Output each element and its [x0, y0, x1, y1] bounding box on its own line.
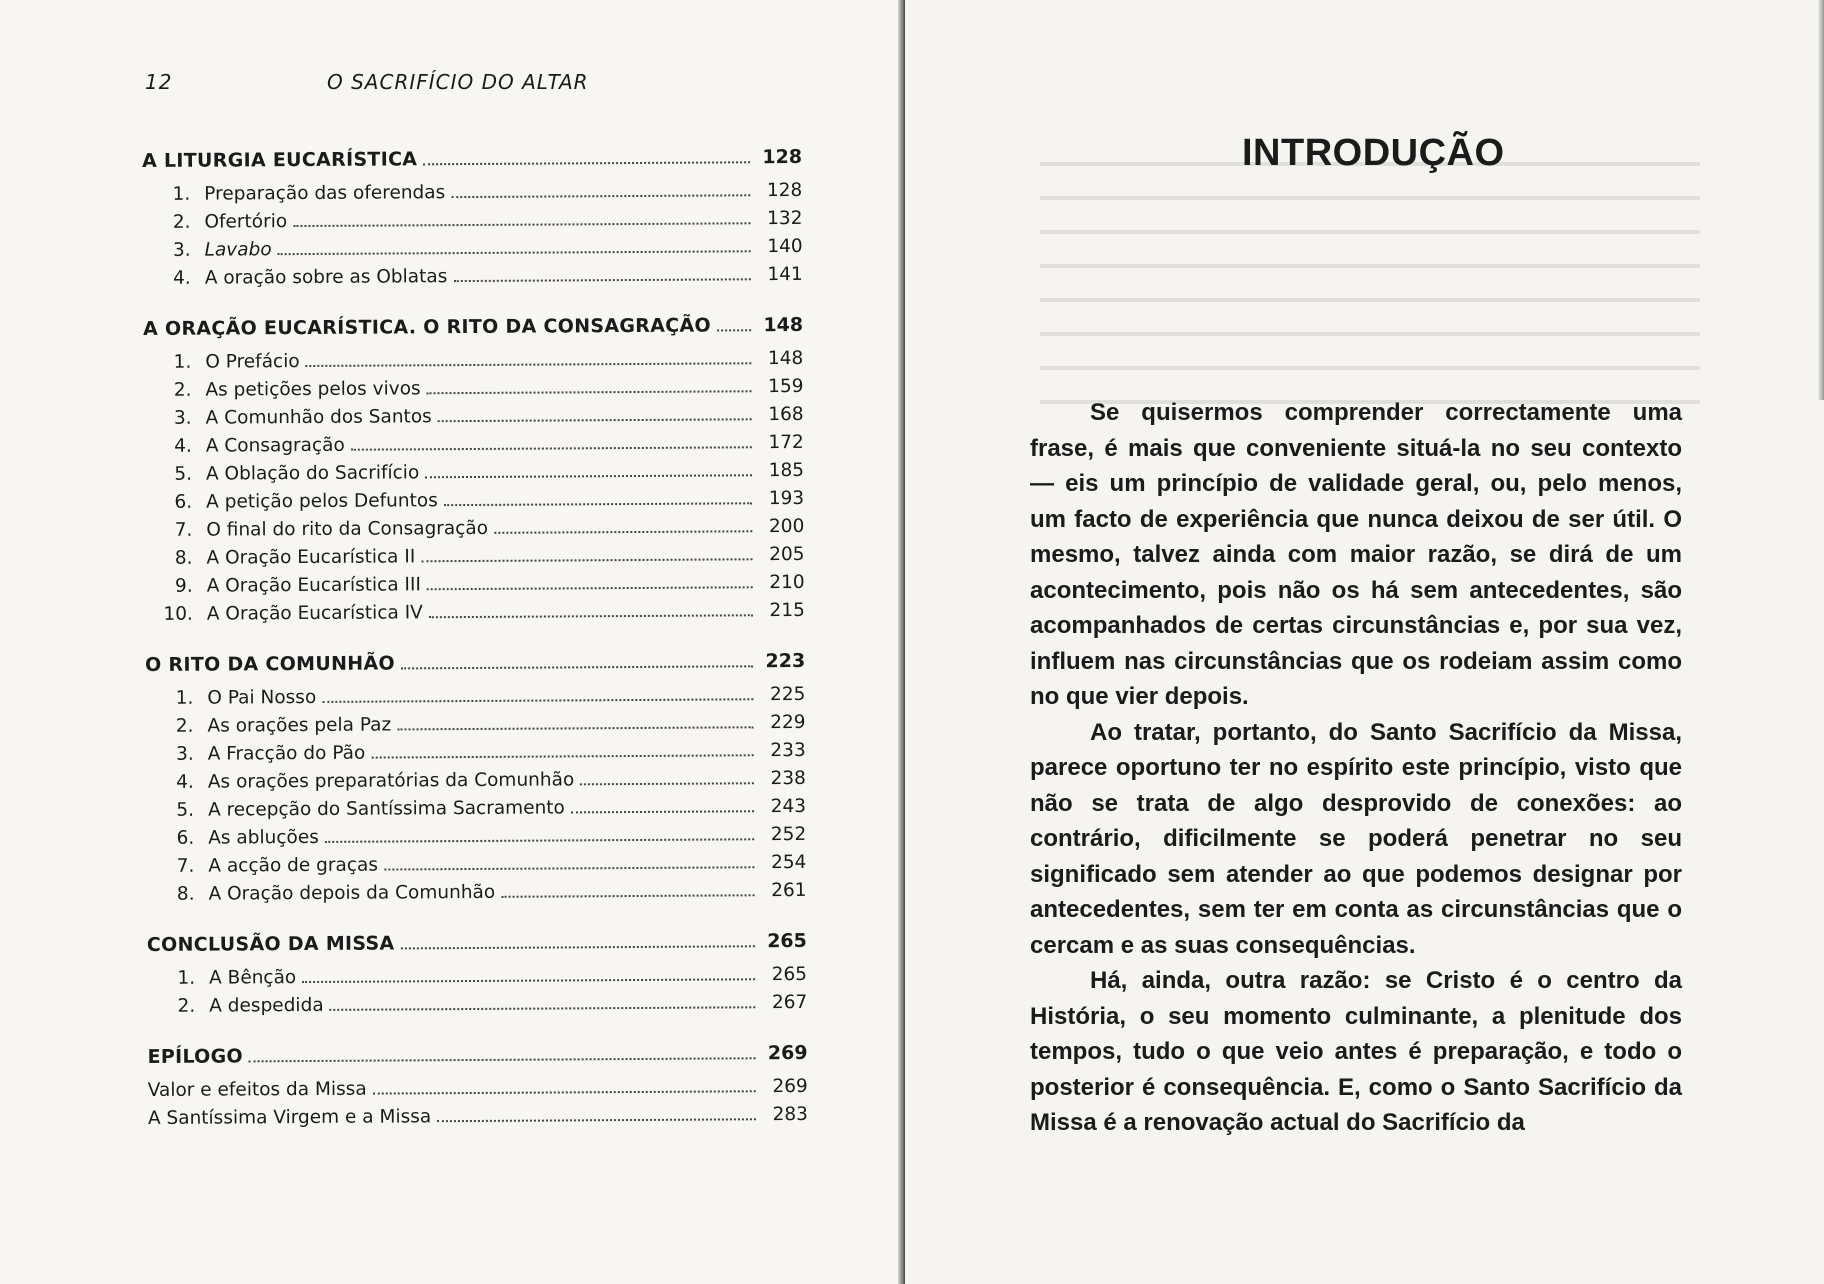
toc-heading-title: A LITURGIA EUCARÍSTICA	[142, 148, 418, 172]
toc-heading-title: EPÍLOGO	[147, 1045, 244, 1068]
toc-entry	[146, 824, 806, 856]
toc-entry	[148, 1076, 808, 1108]
toc-entry	[144, 460, 804, 492]
toc-leader-dots	[423, 161, 750, 165]
toc-entry	[146, 852, 806, 884]
toc-entry-number: 2.	[177, 995, 196, 1017]
toc-entry-page: 267	[771, 991, 808, 1014]
toc-entry-title: Ofertório	[204, 211, 288, 233]
toc-entry-title: Valor e efeitos da Missa	[147, 1078, 367, 1101]
toc-entry-page: 252	[770, 823, 807, 846]
toc-entry-page: 168	[768, 403, 804, 426]
toc-entry	[144, 544, 804, 576]
toc-leader-dots	[397, 726, 753, 730]
toc-leader-dots	[401, 945, 755, 949]
toc-leader-dots	[427, 390, 752, 394]
toc-leader-dots	[437, 1118, 756, 1122]
toc-entry-page: 269	[772, 1075, 808, 1098]
toc-entry-page: 238	[770, 767, 806, 790]
toc-heading-page: 223	[765, 649, 806, 673]
toc-entry-number: 3.	[175, 743, 194, 765]
toc-entry-number: 2.	[172, 211, 191, 233]
page-edge-shadow	[1818, 0, 1824, 400]
toc-entry-number: 7.	[176, 855, 195, 877]
toc-entry-title: A Fracção do Pão	[207, 742, 366, 765]
toc-entry-page: 141	[767, 263, 803, 286]
toc-leader-dots	[306, 362, 752, 367]
toc-entry-title: O Pai Nosso	[207, 686, 317, 709]
toc-heading-page: 269	[767, 1041, 808, 1065]
body-paragraph: Se quisermos comprender correctamente uma frase, é mais que conveniente situá-la no seu contexto — eis um princípio de validade geral, ou, pelo menos, um facto de experiência que nunca deixou de ser útil. O mesmo, talvez ainda com maior razão, se dirá de um acontecimento, pois não os há sem antecedentes, são acompanhados de certas circunstâncias e, por sua vez, influem nas circunstâncias que os rodeiam assim como no que vier depois.	[1030, 399, 1682, 710]
toc-entry-page: 215	[769, 599, 805, 622]
toc-leader-dots	[371, 754, 753, 758]
show-through-text	[1040, 140, 1700, 420]
toc-entry-title: A petição pelos Defuntos	[206, 490, 438, 513]
toc-leader-dots	[444, 502, 752, 506]
toc-leader-dots	[249, 1057, 756, 1062]
table-of-contents	[142, 146, 808, 1158]
toc-leader-dots	[330, 1006, 756, 1011]
toc-entry-title: A Comunhão dos Santos	[205, 406, 432, 429]
toc-entry-page: 265	[771, 963, 808, 986]
body-text	[1030, 395, 1682, 1141]
toc-entry-title: A Oração Eucarística IV	[206, 602, 423, 625]
toc-entry-title: A Oração Eucarística III	[206, 574, 421, 597]
toc-entry	[142, 208, 802, 240]
toc-entry-title: As orações preparatórias da Comunhão	[207, 769, 575, 793]
toc-entry-title: A acção de graças	[208, 854, 379, 877]
toc-entry-page: 132	[767, 207, 803, 230]
running-title: O SACRIFÍCIO DO ALTAR	[327, 70, 589, 94]
toc-leader-dots	[427, 586, 753, 590]
toc-entry	[144, 432, 804, 464]
toc-entry-number: 4.	[173, 267, 191, 289]
toc-entry-page: 233	[770, 739, 806, 762]
toc-section	[147, 930, 808, 1024]
toc-entry-number: 4.	[176, 771, 194, 793]
toc-leader-dots	[717, 329, 751, 331]
toc-leader-dots	[425, 474, 752, 478]
toc-leader-dots	[451, 194, 750, 198]
toc-leader-dots	[373, 1090, 756, 1094]
toc-entry-title: A Oração depois da Comunhão	[208, 881, 496, 905]
toc-entry	[143, 264, 803, 296]
toc-entry-page: 159	[768, 375, 804, 398]
toc-entry-number: 8.	[176, 883, 195, 905]
toc-entry-title: As orações pela Paz	[207, 714, 392, 737]
toc-entry-title: A oração sobre as Oblatas	[204, 266, 448, 289]
toc-section	[142, 146, 803, 296]
toc-leader-dots	[293, 222, 750, 227]
toc-entry-number: 1.	[177, 967, 196, 989]
toc-entry-number: 2.	[175, 715, 194, 737]
toc-entry	[145, 572, 805, 604]
toc-heading-title: O RITO DA COMUNHÃO	[145, 652, 395, 676]
toc-entry-title: Preparação das oferendas	[204, 182, 446, 205]
toc-heading-title: CONCLUSÃO DA MISSA	[146, 932, 395, 956]
toc-leader-dots	[580, 782, 754, 785]
toc-entry-number: 6.	[176, 827, 195, 849]
toc-entry	[147, 964, 807, 996]
toc-entry-page: 148	[767, 347, 804, 370]
toc-leader-dots	[384, 866, 754, 870]
toc-entry-page: 254	[770, 851, 807, 874]
toc-entry-number: 6.	[174, 491, 193, 513]
toc-entry	[144, 404, 804, 436]
toc-entry-number: 1.	[172, 183, 191, 205]
toc-leader-dots	[501, 894, 754, 898]
toc-entry-page: 243	[770, 795, 807, 818]
toc-leader-dots	[322, 698, 753, 703]
toc-entry-number: 5.	[174, 463, 193, 485]
toc-leader-dots	[571, 810, 754, 813]
body-paragraph: Há, ainda, outra razão: se Cristo é o centro da História, o seu momento culminante, a plenitude dos tempos, tudo o que veio antes é preparação, e todo o posterior é consequência. E, como o Santo Sacrifício da Missa é a renovação actual do Sacrifício da	[1030, 967, 1682, 1136]
toc-entry-number: 1.	[173, 351, 192, 373]
toc-entry-title: A Oblação do Sacrifício	[205, 462, 420, 485]
toc-entry-title: A Consagração	[205, 434, 345, 457]
toc-entry-title: As abluções	[208, 826, 319, 849]
toc-entry-page: 200	[768, 515, 805, 538]
toc-entry	[146, 768, 806, 800]
toc-entry-page: 229	[770, 711, 806, 734]
toc-entry-title: Lavabo	[204, 239, 272, 261]
toc-entry	[144, 488, 804, 520]
toc-entry-page: 210	[769, 571, 805, 594]
toc-heading-title: A ORAÇÃO EUCARÍSTICA. O RITO DA CONSAGRAÇÃO	[143, 314, 711, 340]
toc-section	[145, 650, 807, 912]
toc-entry	[143, 376, 803, 408]
toc-section-heading	[143, 314, 803, 352]
toc-entry-title: O Prefácio	[205, 351, 300, 373]
toc-section	[143, 314, 805, 632]
toc-entry	[145, 684, 805, 716]
toc-entry	[143, 236, 803, 268]
toc-leader-dots	[278, 250, 751, 255]
toc-entry-number: 9.	[174, 575, 193, 597]
chapter-title: INTRODUÇÃO	[1242, 132, 1505, 174]
toc-entry	[145, 600, 805, 632]
toc-entry-page: 225	[769, 683, 806, 706]
toc-entry-page: 261	[771, 879, 807, 902]
toc-entry-number: 4.	[174, 435, 192, 457]
toc-entry-page: 172	[768, 431, 804, 454]
toc-entry-number: 1.	[175, 687, 194, 709]
toc-entry-number: 8.	[174, 547, 193, 569]
toc-entry-title: A despedida	[209, 994, 324, 1017]
toc-entry-number: 10.	[163, 603, 193, 625]
toc-entry	[146, 796, 806, 828]
toc-entry	[142, 180, 802, 212]
toc-entry-page: 185	[768, 459, 805, 482]
toc-entry	[147, 992, 807, 1024]
toc-entry	[146, 740, 806, 772]
toc-heading-page: 265	[767, 929, 807, 953]
running-head	[145, 70, 845, 100]
toc-entry-page: 205	[769, 543, 805, 566]
toc-section-heading	[147, 930, 807, 968]
toc-entry-number: 3.	[173, 407, 192, 429]
toc-leader-dots	[325, 838, 754, 843]
toc-section	[147, 1042, 808, 1136]
toc-entry-title: A recepção do Santíssima Sacramento	[207, 797, 565, 821]
toc-entry-page: 140	[767, 235, 803, 258]
toc-entry	[143, 348, 803, 380]
left-page	[0, 0, 905, 1284]
toc-leader-dots	[351, 446, 752, 450]
toc-entry-title: As petições pelos vivos	[205, 378, 421, 401]
toc-entry	[148, 1104, 808, 1136]
toc-leader-dots	[494, 530, 752, 534]
toc-section-heading	[142, 146, 802, 184]
toc-leader-dots	[401, 665, 753, 669]
toc-entry-number: 2.	[173, 379, 192, 401]
toc-heading-page: 128	[762, 145, 803, 169]
body-paragraph: Ao tratar, portanto, do Santo Sacrifício da Missa, parece oportuno ter no espírito este princípio, visto que não se trata de algo desprovido de conexões: ao contrário, dificilmente se poderá penetrar no seu significado sem atender ao que podemos designar por antecedentes, sem ter em conta as circunstâncias que o cercam e as suas consequências.	[1030, 718, 1682, 959]
toc-heading-page: 148	[763, 313, 804, 337]
page-number: 12	[145, 70, 173, 94]
toc-entry-title: A Oração Eucarística II	[206, 546, 416, 569]
toc-entry-title: A Bênção	[208, 967, 297, 989]
toc-entry-page: 193	[768, 487, 805, 510]
toc-entry-number: 5.	[176, 799, 195, 821]
toc-leader-dots	[421, 558, 752, 562]
toc-entry-page: 283	[772, 1103, 808, 1126]
toc-leader-dots	[429, 614, 753, 618]
toc-entry-number: 7.	[174, 519, 193, 541]
toc-leader-dots	[302, 978, 755, 983]
toc-entry	[145, 712, 805, 744]
toc-entry-title: A Santíssima Virgem e a Missa	[147, 1106, 432, 1129]
toc-section-heading	[147, 1042, 807, 1080]
toc-entry-page: 128	[766, 179, 803, 202]
toc-entry-number: 3.	[172, 239, 191, 261]
toc-section-heading	[145, 650, 805, 688]
toc-entry-title: O final do rito da Consagração	[206, 517, 489, 541]
toc-leader-dots	[453, 278, 750, 282]
toc-leader-dots	[438, 418, 752, 422]
toc-entry	[146, 880, 806, 912]
toc-entry	[144, 516, 804, 548]
